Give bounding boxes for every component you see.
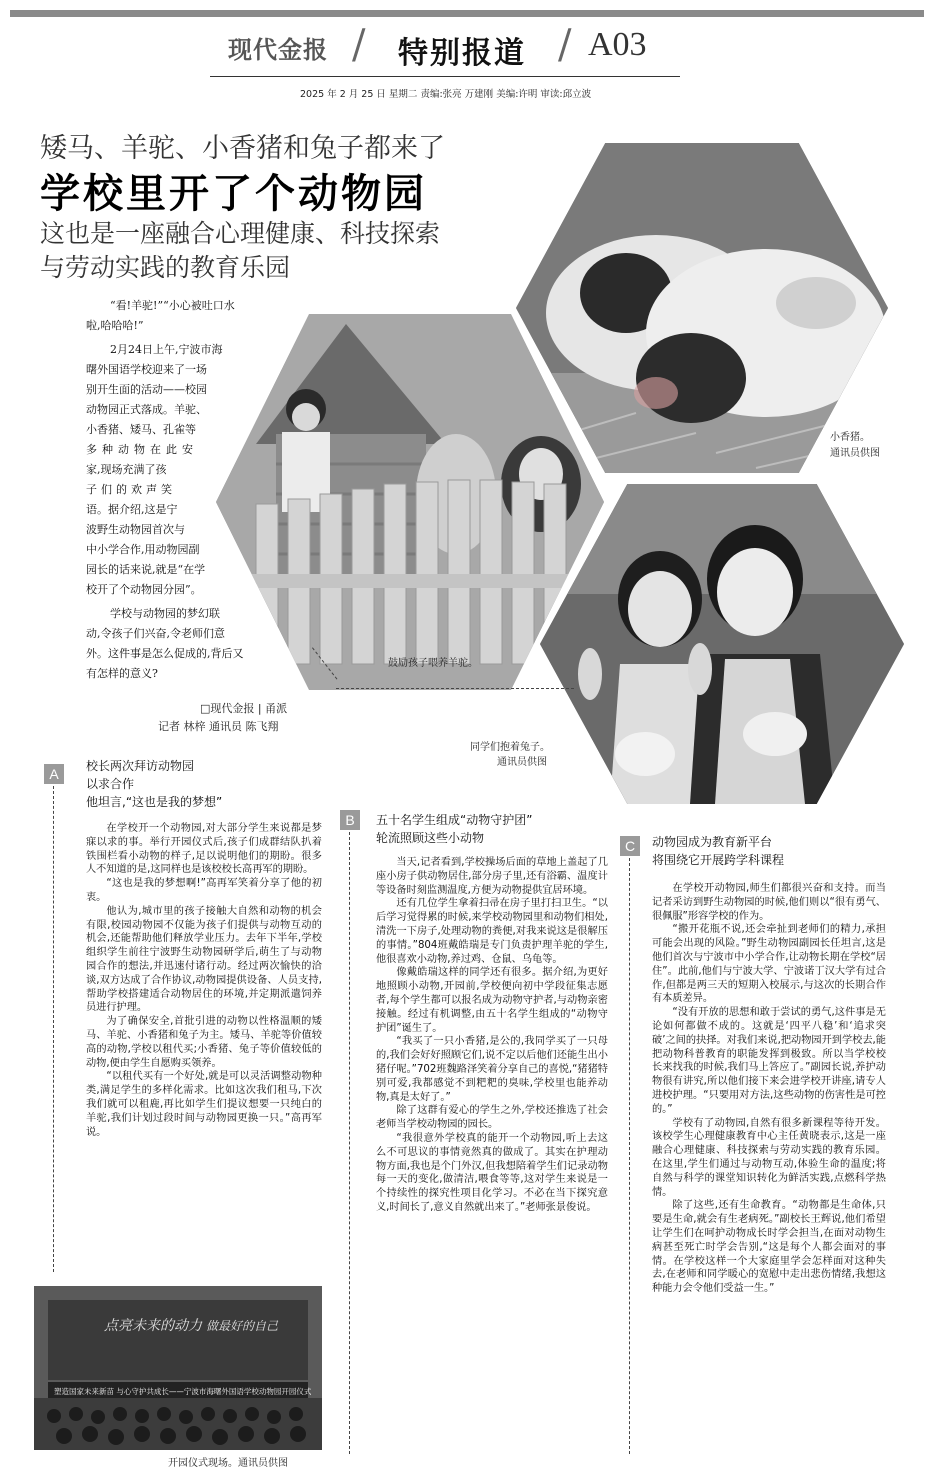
section-b-heading: 五十名学生组成“动物守护团” <box>376 813 533 827</box>
paragraph: “我很意外学校真的能开一个动物园,听上去这么不可思议的事情竟然真的做成了。其实在护理动物方面,我也是个门外汉,但我想陪着学生们记录动物每一天的变化,做清洁,喂食等等,这对学生来说是一个持续性的探究性项目化学习。不必在当下探究意义,时间长了,意义自然就出来了。”老师张景俊说。 <box>376 1132 608 1213</box>
paragraph: 在学校开一个动物园,对大部分学生来说都是梦寐以求的事。举行开园仪式后,孩子们成群结队扒着铁围栏看小动物的样子,足以说明他们的期盼。很多人不知道的是,这同样也是该校校长高再军的期盼。 <box>86 823 322 876</box>
paragraph: 还有几位学生拿着扫帚在房子里打扫卫生。“以后学习觉得累的时候,来学校动物园里和动物们相处,清洗一下房子,处理动物的粪便,对我来说这是很解压的事情。”804班戴皓瑞是专门负责护理羊驼的学生,他很喜欢小动物,养过鸡、仓鼠、乌龟等。 <box>376 898 608 965</box>
masthead-separator: / <box>558 22 572 68</box>
sub-headline-line: 这也是一座融合心理健康、科技探索 <box>40 219 441 248</box>
intro-line: 多种动物在此安 <box>86 443 198 456</box>
caption-rabbit: 同学们抱着兔子。 <box>470 742 550 753</box>
intro-line: 家,现场充满了孩 <box>86 463 167 476</box>
section-c-heading: 动物园成为教育新平台 <box>652 835 773 849</box>
section-name: 特别报道 <box>398 36 526 71</box>
banner-right-text: 做最好的自己 <box>206 1319 279 1333</box>
top-rule <box>10 10 924 17</box>
section-a-rule <box>53 786 54 1272</box>
section-b-body <box>376 856 608 1215</box>
intro-line: 有怎样的意义? <box>86 667 158 680</box>
main-headline: 学校里开了个动物园 <box>40 171 427 217</box>
paragraph: “我买了一只小香猪,是公的,我同学买了一只母的,我们会好好照顾它们,说不定以后他们还能生出小猪仔呢。”702班魏路泽笑着分享自己的喜悦,“猪猪特别可爱,我都感觉不到粑粑的臭味,学校里也能养动物,真是太好了。” <box>376 1036 608 1103</box>
section-a-body <box>86 822 322 1139</box>
section-c-badge: C <box>620 836 640 856</box>
paragraph: 像戴皓瑞这样的同学还有很多。据介绍,为更好地照顾小动物,开园前,学校便向初中学段征集志愿者,每个学生都可以报名成为动物守护者,与动物亲密接触。经过有机调整,由五十名学生组成的“动物守护团”诞生了。 <box>376 967 608 1034</box>
girls-holding-rabbit-photo <box>540 484 904 804</box>
paragraph: “这也是我的梦想啊!”高再军笑着分享了他的初衷。 <box>86 878 322 903</box>
paragraph: “没有开放的思想和敢于尝试的勇气,这件事是无论如何都做不成的。这就是‘四平八稳’和‘追求突破’之间的抉择。对我们来说,把动物园开到学校去,能把动物科普教育的职能发挥到极致。所以当学校校长来找我的时候,我们马上答应了。”副园长说,养护动物很有讲究,所以他们接下来会进学校开讲座,请专人进校护理。“只要用对方法,这些动物的伤害性是可控的。” <box>652 1007 886 1115</box>
opening-ceremony-photo <box>34 1286 322 1450</box>
source-credit: □现代金报 | 甬派 <box>200 702 288 715</box>
intro-line: 学校与动物园的梦幻联 <box>110 607 220 620</box>
banner-left-text: 点亮未来的动力 <box>104 1318 202 1334</box>
caption-ceremony: 开园仪式现场。通讯员供图 <box>168 1458 288 1469</box>
intro-line: 曙外国语学校迎来了一场 <box>86 363 207 376</box>
paragraph: 除了这些,还有生命教育。“动物都是生命体,只要是生命,就会有生老病死。”副校长王辉说,他们希望让学生们在呵护动物成长时学会担当,在面对动物生病甚至死亡时学会告别,“这是每个人都会面对的事情。在学校这样一个大家庭里学会怎样面对这种失去,在老师和同学暖心的宽慰中走出悲伤情绪,我想这种能力会令他们受益一生。” <box>652 1200 886 1295</box>
section-a-heading: 校长两次拜访动物园 <box>86 759 195 773</box>
section-b-badge: B <box>340 810 360 830</box>
section-a-heading: 以求合作 <box>86 777 135 791</box>
section-c-body <box>652 882 886 1296</box>
section-a-heading: 他坦言,“这也是我的梦想” <box>86 795 223 809</box>
paragraph: 学校有了动物园,自然有很多新课程等待开发。该校学生心理健康教育中心主任黄晓表示,这是一座融合心理健康、科技探索与劳动实践的教育乐园。在这里,学生们通过与动物互动,体验生命的温度;将自然与科学的课堂知识转化为鲜活实践,点燃科学热情。 <box>652 1117 886 1198</box>
caption-alpaca: 鼓励孩子喂养羊驼。 <box>388 658 478 669</box>
intro-line: 外。这件事是怎么促成的,背后又 <box>86 647 244 660</box>
intro-line: “看!羊驼!”“小心被吐口水 <box>110 299 235 312</box>
date-editor-byline: 2025 年 2 月 25 日 星期二 责编:张亮 万建刚 美编:许明 审读:邱立波 <box>300 89 592 100</box>
section-c-heading: 将围绕它开展跨学科课程 <box>652 853 785 867</box>
pre-headline: 矮马、羊驼、小香猪和兔子都来了 <box>40 133 445 164</box>
intro-line: 校开了个动物园分园”。 <box>86 583 202 596</box>
dashed-connector <box>336 688 574 689</box>
paragraph: 为了确保安全,首批引进的动物以性格温顺的矮马、羊驼、小香猪和兔子为主。矮马、羊驼等价值较高的动物,学校以租代买;小香猪、兔子等价值较低的动物,便由学生自愿购买领养。 <box>86 1016 322 1069</box>
page-number: A03 <box>588 26 647 63</box>
section-c-rule <box>629 858 630 1454</box>
paragraph: 在学校开动物园,师生们都很兴奋和支持。而当记者采访到野生动物园的时候,他们则以“很有勇气、很佩服”形容学校的作为。 <box>652 883 886 922</box>
paragraph: “以租代买有一个好处,就是可以灵活调整动物种类,满足学生的多样化需求。比如这次我们租马,下次我们就可以租鹿,再比如学生们提议想要一只纯白的羊驼,我们计划过段时间与动物园更换一只。”高再军说。 <box>86 1071 322 1138</box>
intro-line: 动,令孩子们兴奋,令老师们意 <box>86 627 225 640</box>
section-a-badge: A <box>44 764 64 784</box>
paragraph: 他认为,城市里的孩子接触大自然和动物的机会有限,校园动物园不仅能为孩子们提供与动物互动的机会,还能帮助他们释放学业压力。去年下半年,学校组织学生前往宁波野生动物园研学后,萌生了与动物园合作的想法,并迅速付诸行动。经过两次愉快的洽谈,双方达成了合作协议,动物园提供设备、人员支持,帮助学校搭建适合动物居住的环境,并定期派遣饲养员进行护理。 <box>86 905 322 1014</box>
intro-line: 波野生动物园首次与 <box>86 523 185 536</box>
sub-headline-line: 与劳动实践的教育乐园 <box>40 253 291 282</box>
masthead-rule <box>210 76 680 77</box>
paragraph: 除了这群有爱心的学生之外,学校还推选了社会老师当学校动物园的园长。 <box>376 1105 608 1131</box>
section-b-rule <box>349 832 350 1454</box>
caption-pig: 小香猪。 <box>830 432 870 443</box>
intro-line: 子们的欢声笑 <box>86 483 176 496</box>
paragraph: 当天,记者看到,学校操场后面的草地上盖起了几座小房子供动物居住,部分房子里,还有浴霸、温度计等设备时刻监测温度,方便为动物提供宜居环境。 <box>376 857 608 896</box>
section-b-heading: 轮流照顾这些小动物 <box>376 831 485 845</box>
stage-banner-text: 塑造国家未来新苗 与心守护共成长——宁波市海曙外国语学校动物园开园仪式 <box>54 1387 312 1396</box>
newspaper-brand: 现代金报 <box>228 36 328 64</box>
caption-rabbit-credit: 通讯员供图 <box>497 757 547 768</box>
masthead-separator: / <box>352 22 366 68</box>
intro-line: 小香猪、矮马、孔雀等 <box>86 423 196 436</box>
intro-line: 啦,哈哈哈!” <box>86 319 144 332</box>
intro-line: 2月24日上午,宁波市海 <box>110 343 223 356</box>
intro-line: 语。据介绍,这是宁 <box>86 503 178 516</box>
intro-line: 中小学合作,用动物园副 <box>86 543 200 556</box>
intro-line: 动物园正式落成。羊驼、 <box>86 403 207 416</box>
intro-line: 园长的话来说,就是“在学 <box>86 563 206 576</box>
paragraph: “搬开花瓶不说,还会牵扯到老师们的精力,承担可能会出现的风险。”野生动物园副园长任坦言,这是他们首次与宁波市中小学合作,让动物长期在学校“居住”。此前,他们与宁波大学、宁波诺丁汉大学有过合作,但都是两三天的短期入校展示,与这次的长期合作有本质差异。 <box>652 924 886 1005</box>
intro-line: 别开生面的活动——校园 <box>86 383 207 396</box>
reporter-credit: 记者 林梓 通讯员 陈飞翔 <box>158 720 279 733</box>
mini-pigs-photo <box>516 143 888 473</box>
caption-pig-credit: 通讯员供图 <box>830 448 880 459</box>
